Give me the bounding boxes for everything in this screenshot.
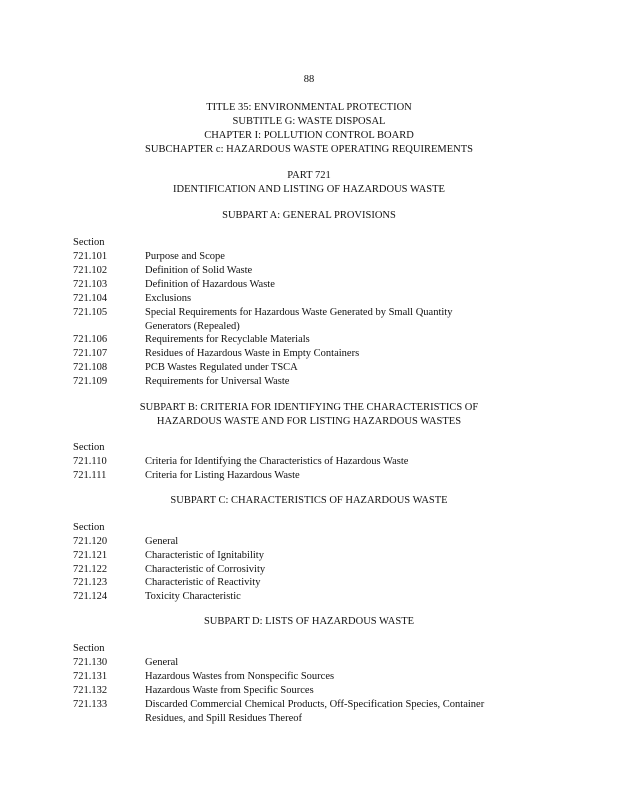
section-title: Hazardous Wastes from Nonspecific Sources	[145, 671, 335, 682]
section-number: 721.102	[73, 265, 108, 276]
subchapter-heading: SUBCHAPTER c: HAZARDOUS WASTE OPERATING REQUIREMENTS	[145, 144, 473, 155]
section-number: 721.101	[73, 251, 108, 262]
section-number: 721.132	[73, 685, 108, 696]
section-number: 721.121	[73, 550, 108, 561]
section-title: Definition of Hazardous Waste	[145, 279, 275, 290]
section-number: 721.124	[73, 591, 108, 602]
section-number: 721.130	[73, 657, 108, 668]
section-number: 721.108	[73, 362, 108, 373]
section-number: 721.109	[73, 376, 108, 387]
section-title: Criteria for Identifying the Characteristics of Hazardous Waste	[145, 456, 409, 467]
section-title: Purpose and Scope	[145, 251, 225, 262]
section-number: 721.104	[73, 293, 108, 304]
section-title: Toxicity Characteristic	[145, 591, 241, 602]
section-title: Requirements for Recyclable Materials	[145, 334, 310, 345]
section-title: Requirements for Universal Waste	[145, 376, 290, 387]
part-heading: PART 721	[287, 170, 331, 181]
subpart-d-title: SUBPART D: LISTS OF HAZARDOUS WASTE	[203, 616, 415, 627]
section-title: PCB Wastes Regulated under TSCA	[145, 362, 298, 373]
section-title: Definition of Solid Waste	[145, 265, 253, 276]
section-title-continuation: Generators (Repealed)	[145, 321, 240, 332]
section-number: 721.110	[73, 456, 107, 467]
section-label: Section	[73, 643, 105, 654]
subtitle-heading: SUBTITLE G: WASTE DISPOSAL	[232, 116, 386, 127]
section-title: Residues of Hazardous Waste in Empty Containers	[145, 348, 360, 359]
section-title: General	[145, 536, 179, 547]
subpart-b-title-continuation: HAZARDOUS WASTE AND FOR LISTING HAZARDOUS WASTES	[156, 416, 462, 427]
chapter-heading: CHAPTER I: POLLUTION CONTROL BOARD	[204, 130, 414, 141]
section-title: Discarded Commercial Chemical Products, Off-Specification Species, Container	[145, 699, 485, 710]
section-title: General	[145, 657, 179, 668]
section-title: Characteristic of Ignitability	[145, 550, 264, 561]
section-title: Hazardous Waste from Specific Sources	[145, 685, 314, 696]
section-title: Characteristic of Reactivity	[145, 577, 261, 588]
section-label: Section	[73, 522, 105, 533]
section-label: Section	[73, 237, 105, 248]
section-number: 721.123	[73, 577, 108, 588]
section-number: 721.103	[73, 279, 108, 290]
section-title: Exclusions	[145, 293, 192, 304]
section-number: 721.105	[73, 307, 108, 318]
subpart-c-title: SUBPART C: CHARACTERISTICS OF HAZARDOUS WASTE	[170, 495, 448, 506]
section-number: 721.111	[73, 470, 107, 481]
part-title-heading: IDENTIFICATION AND LISTING OF HAZARDOUS WASTE	[173, 184, 445, 195]
subpart-b-title: SUBPART B: CRITERIA FOR IDENTIFYING THE CHARACTERISTICS OF	[139, 402, 479, 413]
section-title: Criteria for Listing Hazardous Waste	[145, 470, 300, 481]
section-number: 721.107	[73, 348, 108, 359]
section-title: Special Requirements for Hazardous Waste Generated by Small Quantity	[145, 307, 453, 318]
page-number: 88	[303, 74, 315, 85]
section-number: 721.131	[73, 671, 108, 682]
section-number: 721.133	[73, 699, 108, 710]
section-title-continuation: Residues, and Spill Residues Thereof	[145, 713, 302, 724]
section-label: Section	[73, 442, 105, 453]
subpart-a-title: SUBPART A: GENERAL PROVISIONS	[222, 210, 396, 221]
section-number: 721.122	[73, 564, 108, 575]
section-number: 721.120	[73, 536, 108, 547]
section-number: 721.106	[73, 334, 108, 345]
title-heading: TITLE 35: ENVIRONMENTAL PROTECTION	[206, 102, 412, 113]
section-title: Characteristic of Corrosivity	[145, 564, 266, 575]
